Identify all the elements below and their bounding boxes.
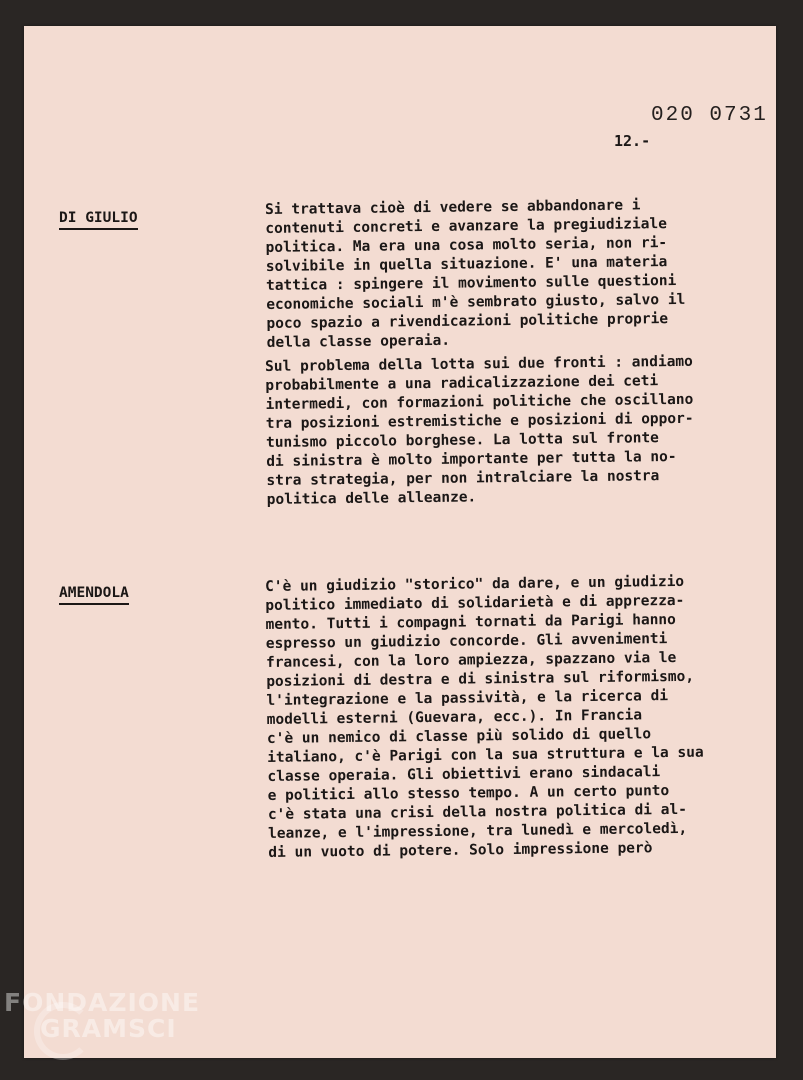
archive-number: 020 0731: [651, 104, 768, 127]
page-number: 12.-: [614, 132, 651, 150]
amendola-paragraph-1: C'è un giudizio "storico" da dare, e un giudizio politico immediato di solidarietà e di apprezza- mento. Tutti i compagni tornati da Parigi hanno espresso un giudizio concorde. Gli avvenimenti francesi, con la loro ampiezza, spazzano via le posizioni di destra e di sinistra sul riformismo, l'integrazione e la passività, e la ricerca di modelli esterni (Guevara, ecc.). In Francia c'è un nemico di classe più solido di quello italiano, c'è Parigi con la sua struttura e la sua classe operaia. Gli obiettivi erano sindacali e politici allo stesso tempo. A un certo punto c'è stata una crisi della nostra politica di al- leanze, e l'impressione, tra lunedì e mercoledì, di un vuoto di potere. Solo impressione però: [265, 573, 704, 861]
speaker-amendola: AMENDOLA: [59, 585, 129, 605]
watermark-line-1: FONDAZIONE: [4, 988, 201, 1017]
fondazione-gramsci-watermark: [4, 990, 200, 1042]
watermark-logo-icon: [34, 1002, 92, 1060]
di-giulio-paragraph-1: Si trattava cioè di vedere se abbandonare i contenuti concreti e avanzare la pregiudiziale politica. Ma era una cosa molto seria, non ri- solvibile in quella situazione. E' una materia tattica : spingere il movimento sulle questioni economiche sociali m'è sembrato giusto, salvo il poco spazio a rivendicazioni politiche proprie della classe operaia.: [265, 197, 686, 351]
speaker-di-giulio: DI GIULIO: [59, 210, 138, 230]
di-giulio-paragraph-2: Sul problema della lotta sui due fronti : andiamo probabilmente a una radicalizzazione dei ceti intermedi, con formazioni politiche che oscillano tra posizioni estremistiche e posizioni di oppor- tunismo piccolo borghese. La lotta sul fronte di sinistra è molto importante per tutta la no- stra strategia, per non intralciare la nostra politica delle alleanze.: [265, 353, 694, 508]
document-page: [24, 26, 776, 1058]
watermark-line-2: GRAMSCI: [40, 1014, 177, 1043]
